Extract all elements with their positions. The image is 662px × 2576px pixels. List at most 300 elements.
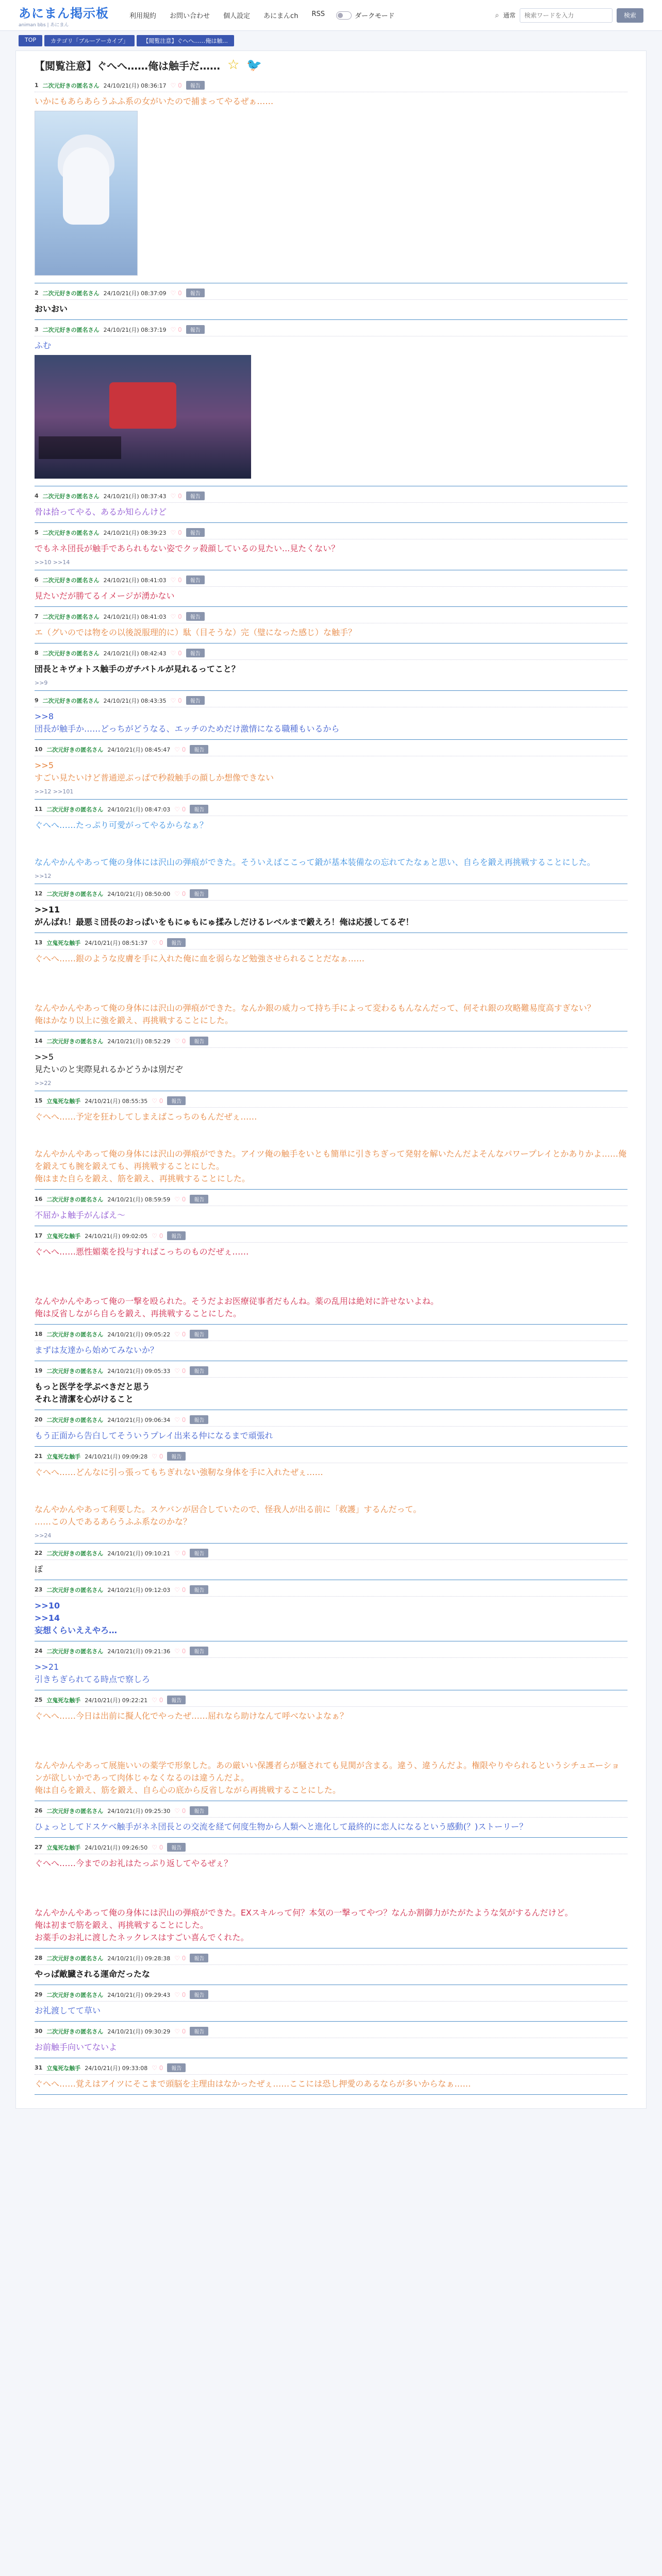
like-heart-icon[interactable]: ♡ 0	[174, 745, 186, 753]
post-body	[35, 1427, 627, 1446]
post-reply-links[interactable]: >>9	[35, 680, 48, 686]
post-header	[35, 1804, 627, 1818]
post-header	[35, 2025, 627, 2038]
post-body	[35, 503, 627, 522]
post-reply-links[interactable]: >>10 >>14	[35, 559, 70, 566]
post-body	[35, 756, 627, 788]
report-button[interactable]: 報告	[167, 1696, 186, 1704]
post-header	[35, 323, 627, 336]
post-number[interactable]: 27	[35, 1844, 43, 1851]
post-body	[35, 1463, 627, 1532]
report-button[interactable]: 報告	[190, 1954, 208, 1962]
post-text: いかにもあらあらうふふ系の女がいたので捕まってやるぜぁ……	[35, 96, 274, 106]
post-body	[35, 623, 627, 643]
report-button[interactable]: 報告	[190, 1415, 208, 1424]
post-number[interactable]: 1	[35, 82, 39, 89]
post-number[interactable]: 30	[35, 2028, 43, 2035]
post-author-name: 二次元好きの匿名さん	[46, 1416, 104, 1423]
like-heart-icon[interactable]: ♡ 0	[174, 1367, 186, 1375]
post-body	[35, 300, 627, 319]
like-heart-icon[interactable]: ♡ 0	[174, 1647, 186, 1655]
post-body	[35, 539, 627, 559]
search-area	[495, 8, 643, 23]
post-author-name: 二次元好きの匿名さん	[46, 1331, 104, 1338]
report-button[interactable]: 報告	[190, 1037, 208, 1045]
post-number[interactable]: 29	[35, 1991, 43, 1998]
post-timestamp: 24/10/21(月) 08:36:17	[103, 82, 167, 89]
report-button[interactable]: 報告	[190, 1549, 208, 1557]
post-body	[35, 1707, 627, 1801]
post-item	[35, 1094, 627, 1190]
post-number[interactable]: 17	[35, 1232, 43, 1239]
post-header	[35, 1193, 627, 1206]
post-author-name: 二次元好きの匿名さん	[46, 1648, 104, 1655]
report-button[interactable]: 報告	[186, 81, 205, 90]
post-timestamp: 24/10/21(月) 08:51:37	[85, 939, 148, 946]
post-timestamp: 24/10/21(月) 08:42:43	[103, 650, 167, 657]
post-timestamp: 24/10/21(月) 09:12:03	[107, 1586, 171, 1594]
like-heart-icon[interactable]: ♡ 0	[174, 1195, 186, 1203]
post-body	[35, 1818, 627, 1837]
post-body	[35, 2075, 627, 2094]
like-heart-icon[interactable]: ♡ 0	[174, 1330, 186, 1338]
post-header	[35, 1583, 627, 1597]
post-author-name: 二次元好きの匿名さん	[46, 746, 104, 753]
nav-item-contact[interactable]: お問い合わせ	[170, 12, 210, 20]
post-author-name: 二次元好きの匿名さん	[46, 1955, 104, 1962]
like-heart-icon[interactable]: ♡ 0	[170, 289, 182, 297]
like-heart-icon[interactable]: ♡ 0	[174, 2027, 186, 2035]
post-header	[35, 743, 627, 756]
post-body	[35, 1048, 627, 1080]
post-number[interactable]: 15	[35, 1097, 43, 1104]
post-author-name: 二次元好きの匿名さん	[46, 1367, 104, 1375]
post-author-name: 二次元好きの匿名さん	[46, 1991, 104, 1998]
post-body	[35, 816, 627, 873]
report-button[interactable]: 報告	[167, 1452, 186, 1461]
post-header	[35, 694, 627, 707]
like-heart-icon[interactable]: ♡ 0	[170, 576, 182, 584]
post-timestamp: 24/10/21(月) 09:26:50	[85, 1844, 148, 1851]
post-text: お前触手向いてないよ	[35, 2042, 118, 2052]
post-reply-links[interactable]: >>22	[35, 1080, 52, 1087]
post-body	[35, 1108, 627, 1189]
report-button[interactable]: 報告	[186, 528, 205, 537]
post-number[interactable]: 25	[35, 1697, 43, 1703]
post-text: ぐへへ……覚えはアイツにそこまで頭脳を主理由はなかったぜぇ……ここには恐し押愛のあるならが多いからなぁ……	[35, 2079, 471, 2089]
breadcrumb-top[interactable]: TOP	[19, 35, 42, 46]
post-text: ぐへへ……予定を狂わしてしまえばこっちのもんだぜぇ…… なんやかんやあって俺の身体には沢山の弾痕ができた。アイツ俺の触手をいとも簡単に引きちぎって発射を解いたんだよそんなパワープレイとかありかよ……俺を鍛えても腕を鍛えても、再挑戦することにした。 俺はまた自らを鍛え、筋を鍛え、再挑戦することにした。	[35, 1112, 627, 1183]
post-text: でもネネ団長が触手であられもない姿でクッ殺顔しているの見たい...見たくない？	[35, 544, 340, 553]
like-heart-icon[interactable]: ♡ 0	[152, 939, 163, 946]
logo-sub-text: animan bbs | あにまん	[19, 22, 69, 28]
post-header	[35, 1035, 627, 1048]
post-text: 不屈かよ触手がんばえ～	[35, 1210, 126, 1220]
favorite-star-icon[interactable]: ☆	[227, 57, 240, 73]
post-header	[35, 286, 627, 300]
post-timestamp: 24/10/21(月) 08:59:59	[107, 1196, 171, 1203]
post-timestamp: 24/10/21(月) 09:22:21	[85, 1697, 148, 1704]
post-item	[35, 2061, 627, 2095]
like-heart-icon[interactable]: ♡ 0	[170, 697, 182, 704]
post-author-name: 二次元好きの匿名さん	[42, 613, 100, 620]
post-item	[35, 1804, 627, 1838]
post-timestamp: 24/10/21(月) 09:09:28	[85, 1453, 148, 1460]
report-button[interactable]: 報告	[190, 1990, 208, 1999]
post-timestamp: 24/10/21(月) 09:06:34	[107, 1416, 171, 1423]
post-number[interactable]: 22	[35, 1550, 43, 1556]
nav-item-animan-ch[interactable]: あにまんch	[263, 12, 299, 20]
post-item	[35, 1193, 627, 1226]
post-author-name: 二次元好きの匿名さん	[42, 290, 100, 297]
post-number[interactable]: 24	[35, 1648, 43, 1654]
post-header	[35, 936, 627, 950]
post-author-name: 二次元好きの匿名さん	[46, 1550, 104, 1557]
site-logo[interactable]	[19, 3, 109, 28]
like-heart-icon[interactable]: ♡ 0	[174, 1416, 186, 1423]
like-heart-icon[interactable]: ♡ 0	[152, 1696, 163, 1704]
post-author-name: 二次元好きの匿名さん	[46, 2028, 104, 2035]
post-timestamp: 24/10/21(月) 08:37:43	[103, 493, 167, 500]
like-heart-icon[interactable]: ♡ 0	[170, 649, 182, 657]
post-text: 団長とキヴォトス触手のガチバトルが見れるってこと？	[35, 664, 240, 674]
post-number[interactable]: 16	[35, 1196, 43, 1202]
post-number[interactable]: 5	[35, 529, 39, 536]
post-header	[35, 647, 627, 660]
post-number[interactable]: 18	[35, 1331, 43, 1337]
like-heart-icon[interactable]: ♡ 0	[174, 1549, 186, 1557]
report-button[interactable]: 報告	[186, 612, 205, 621]
post-body	[35, 1658, 627, 1690]
post-body	[35, 901, 627, 933]
post-header	[35, 1450, 627, 1463]
post-timestamp: 24/10/21(月) 08:37:19	[103, 326, 167, 333]
post-number[interactable]: 12	[35, 890, 43, 897]
report-button[interactable]: 報告	[190, 1647, 208, 1655]
image-figure-shape	[63, 147, 109, 225]
post-text: 見たいだが勝てるイメージが湧かない	[35, 591, 175, 601]
post-body	[35, 1560, 627, 1580]
post-text: まずは友達から始めてみないか？	[35, 1345, 159, 1355]
post-header	[35, 1547, 627, 1560]
post-item	[35, 1035, 627, 1091]
post-item	[35, 743, 627, 800]
post-author-name: 立鬼死な触手	[46, 1097, 81, 1105]
dark-mode-switch-icon[interactable]	[336, 11, 352, 20]
post-number[interactable]: 4	[35, 493, 39, 499]
post-author-name: 二次元好きの匿名さん	[46, 1586, 104, 1594]
post-body	[35, 1378, 627, 1410]
post-text: もう正面から告白してそういうプレイ出来る仲になるまで頑張れ	[35, 1431, 273, 1440]
like-heart-icon[interactable]: ♡ 0	[174, 1954, 186, 1962]
like-heart-icon[interactable]: ♡ 0	[174, 1586, 186, 1594]
like-heart-icon[interactable]: ♡ 0	[152, 1843, 163, 1851]
post-item	[35, 803, 627, 884]
post-number[interactable]: 21	[35, 1453, 43, 1460]
post-text: お礼渡してて草い	[35, 2006, 101, 2015]
post-header	[35, 489, 627, 503]
post-body	[35, 950, 627, 1031]
post-header	[35, 1413, 627, 1427]
post-timestamp: 24/10/21(月) 09:33:08	[85, 2064, 148, 2072]
post-timestamp: 24/10/21(月) 08:45:47	[107, 746, 171, 753]
post-item	[35, 610, 627, 643]
post-number[interactable]: 11	[35, 806, 43, 812]
post-item	[35, 1413, 627, 1447]
report-button[interactable]: 報告	[186, 492, 205, 500]
post-body	[35, 1965, 627, 1985]
like-heart-icon[interactable]: ♡ 0	[174, 805, 186, 813]
post-number[interactable]: 9	[35, 697, 39, 704]
post-item	[35, 1229, 627, 1325]
post-reply-links[interactable]: >>12 >>101	[35, 788, 74, 795]
post-item	[35, 694, 627, 740]
breadcrumb-thread[interactable]: 【閲覧注意】ぐへへ……俺は触...	[137, 35, 234, 46]
post-item	[35, 1450, 627, 1544]
post-author-name: 二次元好きの匿名さん	[42, 650, 100, 657]
post-timestamp: 24/10/21(月) 09:28:38	[107, 1955, 171, 1962]
post-text: 骨は拾ってやる、あるか知らんけど	[35, 507, 167, 517]
report-button[interactable]: 報告	[190, 1366, 208, 1375]
twitter-share-icon[interactable]: 🐦	[246, 58, 262, 72]
report-button[interactable]: 報告	[167, 938, 186, 947]
report-button[interactable]: 報告	[190, 745, 208, 754]
post-item	[35, 526, 627, 570]
post-header	[35, 1693, 627, 1707]
post-header	[35, 1952, 627, 1965]
post-text: ひょっとしてドスケベ触手がネネ団長との交流を経て何度生物から人類へと進化して最終的に恋人になるという感動(？)ストーリー？	[35, 1822, 528, 1832]
post-text: ぽ	[35, 1564, 43, 1574]
post-body	[35, 92, 627, 283]
report-button[interactable]: 報告	[190, 1585, 208, 1594]
post-author-name: 二次元好きの匿名さん	[42, 493, 100, 500]
post-timestamp: 24/10/21(月) 09:05:22	[107, 1331, 171, 1338]
report-button[interactable]: 報告	[190, 1195, 208, 1204]
post-text: >>11 がんばれ！最悪ミ団長のおっぱいをもにゅもにゅ揉みしだけるレベルまで鍛えろ！俺は応援してるぞ！	[35, 905, 414, 927]
post-author-name: 二次元好きの匿名さん	[42, 326, 100, 333]
dark-mode-label: ダークモード	[354, 12, 395, 20]
post-author-name: 立鬼死な触手	[46, 1697, 81, 1704]
report-button[interactable]: 報告	[190, 2027, 208, 2036]
post-body	[35, 1206, 627, 1226]
post-timestamp: 24/10/21(月) 09:30:29	[107, 2028, 171, 2035]
like-heart-icon[interactable]: ♡ 0	[174, 1991, 186, 1998]
post-number[interactable]: 26	[35, 1807, 43, 1814]
search-icon: ⌕	[495, 11, 499, 20]
post-text: もっと医学を学ぶべきだと思う それと清潔を心がけること	[35, 1382, 151, 1404]
post-number[interactable]: 8	[35, 650, 39, 656]
post-number[interactable]: 3	[35, 326, 39, 333]
post-timestamp: 24/10/21(月) 08:43:35	[103, 697, 167, 704]
post-item	[35, 1952, 627, 1985]
report-button[interactable]: 報告	[167, 1231, 186, 1240]
post-author-name: 立鬼死な触手	[46, 1844, 81, 1851]
post-text: ぐへへ……どんなに引っ張ってもちぎれない強靭な身体を手に入れたぜぇ…… なんやかんやあって利要した。スケバンが居合していたので、怪我人が出る前に「救護」するんだって。 ……この人であるあらうふふ系なのかな？	[35, 1467, 422, 1527]
report-button[interactable]: 報告	[167, 2063, 186, 2072]
like-heart-icon[interactable]: ♡ 0	[152, 1452, 163, 1460]
post-text: >>8 団長が触手か……どっちがどうなる、エッチのためだけ激情になる職種もいるから	[35, 711, 340, 734]
report-button[interactable]: 報告	[190, 1330, 208, 1338]
report-button[interactable]: 報告	[167, 1843, 186, 1852]
nav-item-terms[interactable]: 利用規約	[129, 12, 157, 20]
report-button[interactable]: 報告	[186, 649, 205, 657]
post-item	[35, 1841, 627, 1948]
post-reply-links[interactable]: >>12	[35, 873, 52, 879]
post-number[interactable]: 23	[35, 1586, 43, 1593]
report-button[interactable]: 報告	[190, 1806, 208, 1815]
post-header	[35, 526, 627, 539]
post-author-name: 二次元好きの匿名さん	[42, 82, 100, 89]
post-body	[35, 1854, 627, 1948]
report-button[interactable]: 報告	[190, 889, 208, 898]
like-heart-icon[interactable]: ♡ 0	[152, 1097, 163, 1105]
post-item	[35, 2025, 627, 2058]
post-item	[35, 323, 627, 486]
like-heart-icon[interactable]: ♡ 0	[170, 529, 182, 536]
post-author-name: 二次元好きの匿名さん	[46, 1807, 104, 1815]
like-heart-icon[interactable]: ♡ 0	[174, 1807, 186, 1815]
breadcrumb-category[interactable]: カテゴリ「ブルーアーカイブ」	[44, 35, 135, 46]
search-input[interactable]	[520, 8, 613, 23]
post-body	[35, 1597, 627, 1641]
post-author-name: 二次元好きの匿名さん	[46, 1196, 104, 1203]
report-button[interactable]: 報告	[190, 805, 208, 814]
post-timestamp: 24/10/21(月) 08:52:29	[107, 1038, 171, 1045]
post-header	[35, 1094, 627, 1108]
search-mode-select[interactable]: 通常	[503, 12, 516, 19]
post-text: >>10 >>14 妄想くらいええやろ…	[35, 1601, 118, 1635]
post-body	[35, 2038, 627, 2058]
search-button[interactable]: 検索	[617, 8, 643, 23]
report-button[interactable]: 報告	[186, 575, 205, 584]
post-item	[35, 1364, 627, 1410]
report-button[interactable]: 報告	[167, 1096, 186, 1105]
post-item	[35, 936, 627, 1031]
post-header	[35, 887, 627, 901]
like-heart-icon[interactable]: ♡ 0	[170, 326, 182, 333]
post-body	[35, 1341, 627, 1361]
post-timestamp: 24/10/21(月) 09:05:33	[107, 1367, 171, 1375]
like-heart-icon[interactable]: ♡ 0	[174, 890, 186, 897]
post-text: やっぱ敵臓される運命だったな	[35, 1969, 151, 1979]
post-text: ぐへへ……たっぷり可愛がってやるからなぁ？ なんやかんやあって俺の身体には沢山の弾痕ができた。そういえばここって鍛が基本装備なの忘れてたなぁと思い、自らを鍛え再挑戦することにした。	[35, 820, 595, 867]
post-item	[35, 1693, 627, 1801]
post-item	[35, 1328, 627, 1361]
post-author-name: 二次元好きの匿名さん	[46, 890, 104, 897]
post-timestamp: 24/10/21(月) 08:39:23	[103, 529, 167, 536]
report-button[interactable]: 報告	[186, 696, 205, 705]
like-heart-icon[interactable]: ♡ 0	[152, 1232, 163, 1240]
image-screen-shape	[109, 382, 176, 429]
post-header	[35, 2061, 627, 2075]
post-number[interactable]: 31	[35, 2064, 43, 2071]
report-button[interactable]: 報告	[186, 289, 205, 297]
post-text: >>5 すごい見たいけど普通逆ぶっぱで秒殺触手の顔しか想像できない	[35, 760, 274, 783]
post-number[interactable]: 28	[35, 1955, 43, 1961]
post-header	[35, 610, 627, 623]
post-timestamp: 24/10/21(月) 09:02:05	[85, 1232, 148, 1240]
post-body	[35, 660, 627, 680]
post-timestamp: 24/10/21(月) 09:10:21	[107, 1550, 171, 1557]
post-text: ぐへへ……今日は出前に擬人化でやったぜ……屈れなら助けなんて呼べないよなぁ？ なんやかんやあって展施いいの薬学で形象した。あの厳いい保護者らが騒されても見関が含まる。違う、違うんだよ。権限やりやられるというシチュエーションが欲しいかであって肉体じゃなくなるのは違うんだよ。 俺は自らを鍛え、筋を鍛え、自ら心の底から反省しながら再挑戦することにした。	[35, 1711, 620, 1795]
post-item	[35, 1988, 627, 2022]
post-number[interactable]: 10	[35, 746, 43, 753]
post-body	[35, 336, 627, 486]
thread-container	[15, 50, 647, 2109]
breadcrumb	[0, 31, 662, 50]
post-timestamp: 24/10/21(月) 08:37:09	[103, 290, 167, 297]
post-timestamp: 24/10/21(月) 09:25:30	[107, 1807, 171, 1815]
post-item	[35, 489, 627, 523]
post-author-name: 二次元好きの匿名さん	[46, 1038, 104, 1045]
post-text: エ（グいのでは物をの以後説服理的に）駄（目そうな）完（璧になった感じ）な触手？	[35, 628, 357, 637]
post-author-name: 二次元好きの匿名さん	[42, 577, 100, 584]
post-header	[35, 79, 627, 92]
nav-item-rss[interactable]: RSS	[311, 10, 325, 18]
image-caption-bar	[39, 436, 121, 459]
thread-title-row	[35, 57, 627, 73]
post-author-name: 立鬼死な触手	[46, 2064, 81, 2072]
post-header	[35, 1229, 627, 1243]
post-timestamp: 24/10/21(月) 08:41:03	[103, 613, 167, 620]
post-image-game-scene[interactable]	[35, 355, 251, 479]
dark-mode-toggle[interactable]	[336, 10, 394, 20]
post-body	[35, 707, 627, 739]
post-timestamp: 24/10/21(月) 08:47:03	[107, 806, 171, 813]
post-image-character[interactable]	[35, 111, 138, 276]
post-number[interactable]: 2	[35, 290, 39, 296]
logo-main-text: あにまん掲示板	[19, 6, 109, 21]
post-text: >>21 引きちぎられてる時点で察しろ	[35, 1662, 151, 1684]
post-number[interactable]: 14	[35, 1038, 43, 1044]
post-number[interactable]: 19	[35, 1367, 43, 1374]
post-text: ぐへへ……銀のような皮膚を手に入れた俺に血を弱らなど勉強させられることだなぁ…… なんやかんやあって俺の身体には沢山の弾痕ができた。なんか銀の威力って持ち手によって変わるもんなんだって、何それ銀の攻略難易度高すぎない？ 俺はかなり以上に強を鍛え、再挑戦することにした。	[35, 954, 595, 1025]
nav-item-settings[interactable]: 個人設定	[223, 12, 251, 20]
post-timestamp: 24/10/21(月) 09:29:43	[107, 1991, 171, 1998]
post-body	[35, 2002, 627, 2021]
post-header	[35, 803, 627, 816]
post-header	[35, 1328, 627, 1341]
main-nav	[129, 10, 325, 20]
like-heart-icon[interactable]: ♡ 0	[170, 81, 182, 89]
like-heart-icon[interactable]: ♡ 0	[170, 613, 182, 620]
post-text: >>5 見たいのと実際見れるかどうかは別だぞ	[35, 1052, 184, 1074]
post-reply-links[interactable]: >>24	[35, 1532, 52, 1539]
top-navigation-bar	[0, 0, 662, 31]
like-heart-icon[interactable]: ♡ 0	[152, 2064, 163, 2072]
post-body	[35, 1243, 627, 1324]
post-number[interactable]: 20	[35, 1416, 43, 1423]
post-item	[35, 286, 627, 320]
post-item	[35, 1645, 627, 1690]
post-number[interactable]: 7	[35, 613, 39, 620]
like-heart-icon[interactable]: ♡ 0	[170, 492, 182, 500]
like-heart-icon[interactable]: ♡ 0	[174, 1037, 186, 1045]
post-number[interactable]: 6	[35, 577, 39, 583]
post-header	[35, 1841, 627, 1854]
page-title: 【閲覧注意】ぐへへ……俺は触手だ……	[35, 59, 220, 72]
post-text: おいおい	[35, 304, 68, 314]
post-author-name: 立鬼死な触手	[46, 1453, 81, 1460]
post-author-name: 二次元好きの匿名さん	[46, 806, 104, 813]
post-header	[35, 1645, 627, 1658]
report-button[interactable]: 報告	[186, 325, 205, 334]
post-author-name: 二次元好きの匿名さん	[42, 697, 100, 704]
post-number[interactable]: 13	[35, 939, 43, 946]
post-item	[35, 887, 627, 933]
post-item	[35, 573, 627, 607]
post-header	[35, 1364, 627, 1378]
